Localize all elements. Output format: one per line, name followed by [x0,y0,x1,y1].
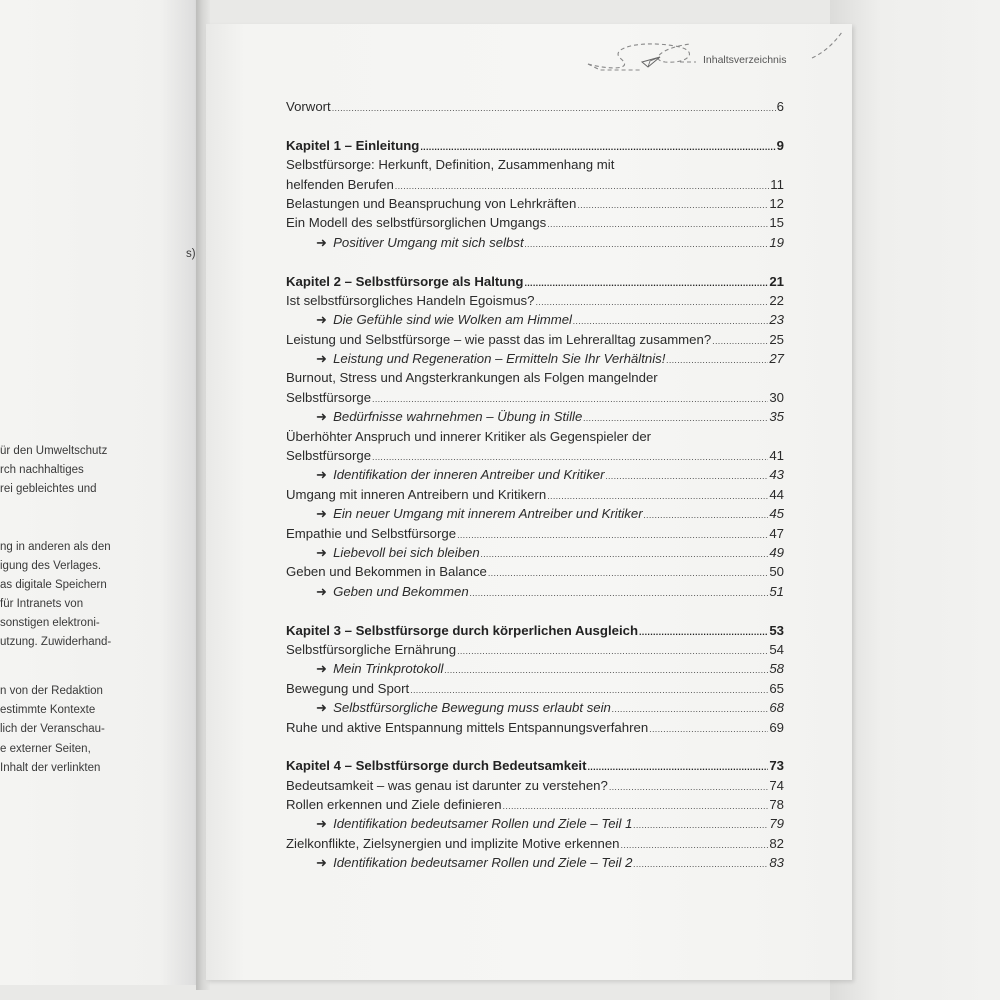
toc-page-number: 82 [769,835,784,851]
toc-page-number: 47 [769,525,784,541]
toc-entry-title: Leistung und Selbstfürsorge – wie passt das im Lehreralltag zusammen? [286,331,712,347]
dot-leader [372,394,768,404]
toc-chapter-row [286,138,784,157]
toc-page-number: 74 [769,777,784,793]
toc-page-number: 27 [769,351,784,367]
toc-entry-title: Burnout, Stress und Angsterkrankungen als Folgen mangelnder [286,370,658,386]
toc-entry-title: Bedürfnisse wahrnehmen – Übung in Stille [333,409,583,425]
dot-leader [644,510,769,520]
left-page-text-line: für Intranets von [0,598,84,610]
toc-row [286,487,784,506]
dot-leader [535,297,768,307]
toc-row [286,293,784,312]
toc-exercise-row [286,506,784,525]
left-page-text-line: utzung. Zuwiderhand- [0,636,112,648]
dot-leader [666,355,768,365]
left-page-text-line: ür den Umweltschutz [0,445,108,457]
toc-entry-title: Empathie und Selbstfürsorge [286,525,457,541]
toc-row [286,177,784,196]
dot-leader [420,142,775,152]
toc-page-number: 54 [769,641,784,657]
dot-leader [609,782,769,792]
dot-leader [621,840,769,850]
toc-page-number: 6 [776,99,784,114]
dot-leader [577,200,768,210]
toc-page-number: 65 [769,680,784,696]
page-header [580,30,850,80]
left-page-text-block [0,682,200,739]
toc-entry-title: Mein Trinkprotokoll [333,661,444,677]
dot-leader [444,665,768,675]
left-page [0,0,200,985]
toc-chapter-row [286,758,784,777]
toc-exercise-row [286,545,784,564]
toc-chapter-row [286,274,784,293]
toc-page-number: 68 [769,700,784,716]
dot-leader [649,724,768,734]
toc-page-number: 83 [769,855,784,871]
toc-page-number: 58 [769,661,784,677]
toc-row [286,642,784,661]
dot-leader [332,103,776,113]
toc-page-number: 23 [769,312,784,328]
toc-entry-title: Liebevoll bei sich bleiben [333,544,480,560]
toc-page-number: 69 [769,719,784,735]
toc-exercise-row [286,816,784,835]
arrow-right-icon: ➜ [316,544,328,560]
toc-spacer [286,118,784,137]
toc-entry-title: Überhöhter Anspruch und innerer Kritiker als Gegenspieler der [286,428,652,444]
left-page-text-block [0,740,200,778]
arrow-right-icon: ➜ [316,816,328,832]
toc-row [286,196,784,215]
toc-page-number: 49 [769,544,784,560]
toc-page-number: 30 [769,389,784,405]
left-page-text-line: sonstigen elektroni- [0,617,100,629]
arrow-right-icon: ➜ [316,661,328,677]
toc-page-number: 22 [769,292,784,308]
left-page-text-line: as digitale Speichern [0,579,107,591]
dot-leader [457,646,768,656]
toc-entry-title: Selbstfürsorgliche Ernährung [286,641,457,657]
toc-row [286,797,784,816]
arrow-right-icon: ➜ [316,583,328,599]
left-page-text-line: ng in anderen als den [0,541,111,553]
dot-leader [583,413,768,423]
dot-leader [633,820,768,830]
toc-entry-title: Ein neuer Umgang mit innerem Antreiber und Kritiker [333,506,643,522]
arrow-right-icon: ➜ [316,351,328,367]
table-surface [830,0,1000,1000]
section-header-label: Inhaltsverzeichnis [700,54,789,66]
toc-entry-title: Bewegung und Sport [286,680,410,696]
left-page-text-line: n von der Redaktion [0,685,103,697]
arrow-right-icon: ➜ [316,855,328,871]
dot-leader [712,336,768,346]
dot-leader [573,316,768,326]
toc-entry-title: Geben und Bekommen [333,583,469,599]
toc-exercise-row [286,700,784,719]
toc-entry-title: Ein Modell des selbstfürsorglichen Umgangs [286,215,547,231]
toc-exercise-row [286,235,784,254]
left-page-text-line: s) [186,248,196,260]
toc-exercise-row [286,409,784,428]
toc-page-number: 79 [769,816,784,832]
toc-row [286,99,784,118]
toc-row [286,429,784,448]
dot-leader [525,239,769,249]
toc-spacer [286,254,784,273]
toc-page-number: 12 [769,195,784,211]
dot-leader [457,530,768,540]
toc-row [286,448,784,467]
toc-row [286,332,784,351]
toc-entry-title: Kapitel 2 – Selbstfürsorge als Haltung [286,273,524,289]
toc-chapter-row [286,623,784,642]
toc-entry-title: Ist selbstfürsorgliches Handeln Egoismus? [286,292,535,308]
toc-entry-title: Positiver Umgang mit sich selbst [333,234,524,250]
toc-page-number: 21 [769,273,784,289]
dot-leader [547,491,768,501]
left-page-text-line: Inhalt der verlinkten [0,762,101,774]
dot-leader [524,278,768,288]
toc-entry-title: Belastungen und Beanspruchung von Lehrkräften [286,195,577,211]
toc-row [286,778,784,797]
dot-leader [488,568,768,578]
left-page-text-line: estimmte Kontexte [0,704,96,716]
toc-row [286,390,784,409]
toc-page-number: 9 [776,137,784,153]
toc-entry-title: Kapitel 3 – Selbstfürsorge durch körperlichen Ausgleich [286,622,638,638]
toc-exercise-row [286,312,784,331]
toc-entry-title: Identifikation bedeutsamer Rollen und Ziele – Teil 2 [333,855,633,871]
dot-leader [503,801,769,811]
toc-entry-title: Zielkonflikte, Zielsynergien und implizite Motive erkennen [286,835,620,851]
dot-leader [372,452,768,462]
toc-row [286,215,784,234]
toc-page-number: 44 [769,486,784,502]
toc-row [286,681,784,700]
dot-leader [470,588,769,598]
toc-exercise-row [286,584,784,603]
toc-spacer [286,603,784,622]
toc-entry-title: Rollen erkennen und Ziele definieren [286,797,502,813]
dot-leader [633,859,768,869]
left-page-text-line: e externer Seiten, [0,743,91,755]
toc-row [286,370,784,389]
toc-page-number: 50 [769,564,784,580]
left-page-text-line: rch nachhaltiges [0,464,84,476]
left-page-text-line: rei gebleichtes und [0,483,97,495]
arrow-right-icon: ➜ [316,312,328,328]
toc-row [286,720,784,739]
arrow-right-icon: ➜ [316,234,328,250]
toc-page-number: 45 [769,506,784,522]
arrow-right-icon: ➜ [316,700,328,716]
dot-leader [410,685,768,695]
toc-spacer [286,739,784,758]
left-page-text-line: lich der Veranschau- [0,723,105,735]
dot-leader [639,627,768,637]
toc-entry-title: Identifikation bedeutsamer Rollen und Ziele – Teil 1 [333,816,633,832]
left-page-text-block [0,442,200,499]
arrow-right-icon: ➜ [316,467,328,483]
toc-entry-title: Vorwort [286,99,331,114]
toc-exercise-row [286,467,784,486]
toc-page-number: 25 [769,331,784,347]
toc-entry-title: helfenden Berufen [286,176,394,192]
toc-entry-title: Leistung und Regeneration – Ermitteln Sie Ihr Verhältnis! [333,351,666,367]
toc-row [286,526,784,545]
toc-row [286,836,784,855]
dot-leader [606,471,769,481]
table-of-contents [286,99,784,875]
toc-entry-title: Selbstfürsorge: Herkunft, Definition, Zusammenhang mit [286,157,615,173]
toc-entry-title: Kapitel 1 – Einleitung [286,137,420,153]
toc-row [286,157,784,176]
toc-page-number: 78 [769,797,784,813]
toc-entry-title: Selbstfürsorge [286,389,372,405]
dot-leader [612,704,768,714]
dot-leader [547,219,768,229]
dot-leader [587,762,768,772]
toc-page-number: 73 [769,758,784,774]
arrow-right-icon: ➜ [316,506,328,522]
left-page-text-block [0,538,200,652]
toc-exercise-row [286,661,784,680]
toc-exercise-row [286,351,784,370]
toc-page-number: 35 [769,409,784,425]
toc-entry-title: Identifikation der inneren Antreiber und Kritiker [333,467,605,483]
toc-page-number: 19 [769,234,784,250]
toc-entry-title: Selbstfürsorge [286,448,372,464]
toc-page-number: 43 [769,467,784,483]
toc-page-number: 11 [770,176,784,192]
toc-entry-title: Selbstfürsorgliche Bewegung muss erlaubt sein [333,700,611,716]
left-page-text-line: igung des Verlages. [0,560,102,572]
toc-entry-title: Die Gefühle sind wie Wolken am Himmel [333,312,572,328]
arrow-right-icon: ➜ [316,409,328,425]
left-page-text-block [0,245,200,264]
toc-entry-title: Kapitel 4 – Selbstfürsorge durch Bedeutsamkeit [286,758,587,774]
toc-entry-title: Umgang mit inneren Antreibern und Kritikern [286,486,547,502]
toc-row [286,564,784,583]
toc-exercise-row [286,855,784,874]
toc-page-number: 51 [769,583,784,599]
toc-entry-title: Geben und Bekommen in Balance [286,564,487,580]
toc-entry-title: Bedeutsamkeit – was genau ist darunter zu verstehen? [286,777,608,793]
dot-leader [481,549,769,559]
toc-page-number: 41 [769,448,784,464]
dot-leader [395,181,770,191]
toc-entry-title: Ruhe und aktive Entspannung mittels Entspannungsverfahren [286,719,649,735]
toc-page-number: 15 [769,215,784,231]
toc-page-number: 53 [769,622,784,638]
